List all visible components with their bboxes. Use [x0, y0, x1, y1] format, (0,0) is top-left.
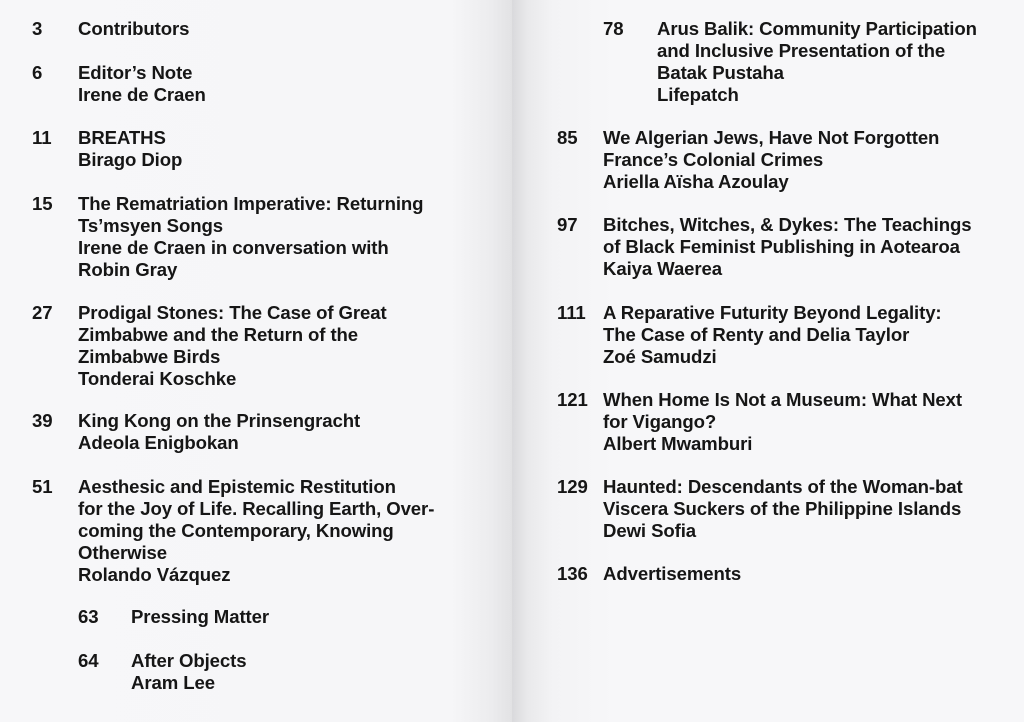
toc-author-line: Birago Diop: [78, 149, 183, 170]
toc-page-number: 129: [557, 476, 588, 497]
toc-page-number: 111: [557, 302, 586, 323]
toc-title-line: Viscera Suckers of the Philippine Islands: [603, 498, 962, 519]
toc-entry-text: [603, 302, 942, 368]
toc-page-number: 27: [32, 302, 53, 323]
toc-title-line: coming the Contemporary, Knowing: [78, 520, 394, 541]
toc-page-number: 15: [32, 193, 53, 214]
toc-title-line: for Vigango?: [603, 411, 717, 432]
toc-title-line: The Rematriation Imperative: Returning: [78, 193, 424, 214]
toc-title-line: When Home Is Not a Museum: What Next: [603, 389, 963, 410]
toc-entry-text: [603, 389, 962, 455]
toc-author-line: Dewi Sofia: [603, 520, 697, 541]
toc-author-line: Aram Lee: [131, 672, 215, 693]
toc-page-number: 6: [32, 62, 43, 83]
toc-page-number: 85: [557, 127, 578, 148]
toc-title-line: Arus Balik: Community Participation: [657, 18, 977, 39]
toc-page-number: 121: [557, 389, 588, 410]
toc-entry-text: [78, 127, 182, 171]
toc-title-line: Advertisements: [603, 563, 742, 584]
toc-title-line: Zimbabwe and the Return of the: [78, 324, 359, 345]
toc-author-line: Ariella Aïsha Azoulay: [603, 171, 789, 192]
toc-title-line: Editor’s Note: [78, 62, 193, 83]
toc-entry-text: [78, 476, 434, 586]
toc-entry-text: [603, 476, 963, 542]
toc-page-number: 3: [32, 18, 43, 39]
toc-page-number: 63: [78, 606, 99, 627]
toc-title-line: BREATHS: [78, 127, 166, 148]
toc-page-number: 11: [32, 127, 52, 148]
toc-title-line: Batak Pustaha: [657, 62, 784, 83]
toc-title-line: for the Joy of Life. Recalling Earth, Over-: [78, 498, 435, 519]
toc-page-number: 64: [78, 650, 99, 671]
toc-author-line: Zoé Samudzi: [603, 346, 717, 367]
toc-author-line: Tonderai Koschke: [78, 368, 237, 389]
toc-title-line: After Objects: [131, 650, 247, 671]
toc-page-number: 39: [32, 410, 53, 431]
toc-author-line: Rolando Vázquez: [78, 564, 231, 585]
toc-author-line: Albert Mwamburi: [603, 433, 753, 454]
toc-title-line: Prodigal Stones: The Case of Great: [78, 302, 387, 323]
toc-entry-text: [78, 62, 206, 106]
toc-entry-text: [131, 606, 269, 628]
toc-entry-text: [78, 302, 387, 390]
toc-title-line: Bitches, Witches, & Dykes: The Teachings: [603, 214, 972, 235]
toc-title-line: Haunted: Descendants of the Woman-bat: [603, 476, 963, 497]
toc-entry-text: [78, 193, 423, 281]
toc-title-line: Zimbabwe Birds: [78, 346, 221, 367]
toc-entry-text: [131, 650, 246, 694]
toc-author-line: Irene de Craen: [78, 84, 206, 105]
toc-page-number: 78: [603, 18, 624, 39]
toc-page-number: 51: [32, 476, 53, 497]
toc-title-line: Pressing Matter: [131, 606, 269, 627]
toc-entry-text: [657, 18, 977, 106]
toc-title-line: Aesthesic and Epistemic Restitution: [78, 476, 396, 497]
toc-title-line: of Black Feminist Publishing in Aotearoa: [603, 236, 960, 257]
toc-title-line: France’s Colonial Crimes: [603, 149, 824, 170]
toc-title-line: King Kong on the Prinsengracht: [78, 410, 361, 431]
toc-author-line: Irene de Craen in conversation with: [78, 237, 389, 258]
right-page: [512, 0, 1024, 722]
toc-title-line: Ts’msyen Songs: [78, 215, 223, 236]
toc-entry-text: [78, 18, 189, 40]
toc-title-line: A Reparative Futurity Beyond Legality:: [603, 302, 942, 323]
toc-author-line: Adeola Enigbokan: [78, 432, 239, 453]
toc-title-line: Otherwise: [78, 542, 168, 563]
toc-title-line: The Case of Renty and Delia Taylor: [603, 324, 910, 345]
toc-title-line: Contributors: [78, 18, 190, 39]
toc-author-line: Lifepatch: [657, 84, 739, 105]
toc-page-number: 136: [557, 563, 588, 584]
toc-entry-text: [603, 563, 741, 585]
toc-title-line: and Inclusive Presentation of the: [657, 40, 946, 61]
toc-page-number: 97: [557, 214, 578, 235]
toc-author-line: Robin Gray: [78, 259, 178, 280]
toc-entry-text: [603, 214, 972, 280]
toc-title-line: We Algerian Jews, Have Not Forgotten: [603, 127, 940, 148]
toc-author-line: Kaiya Waerea: [603, 258, 723, 279]
toc-entry-text: [603, 127, 939, 193]
toc-entry-text: [78, 410, 360, 454]
